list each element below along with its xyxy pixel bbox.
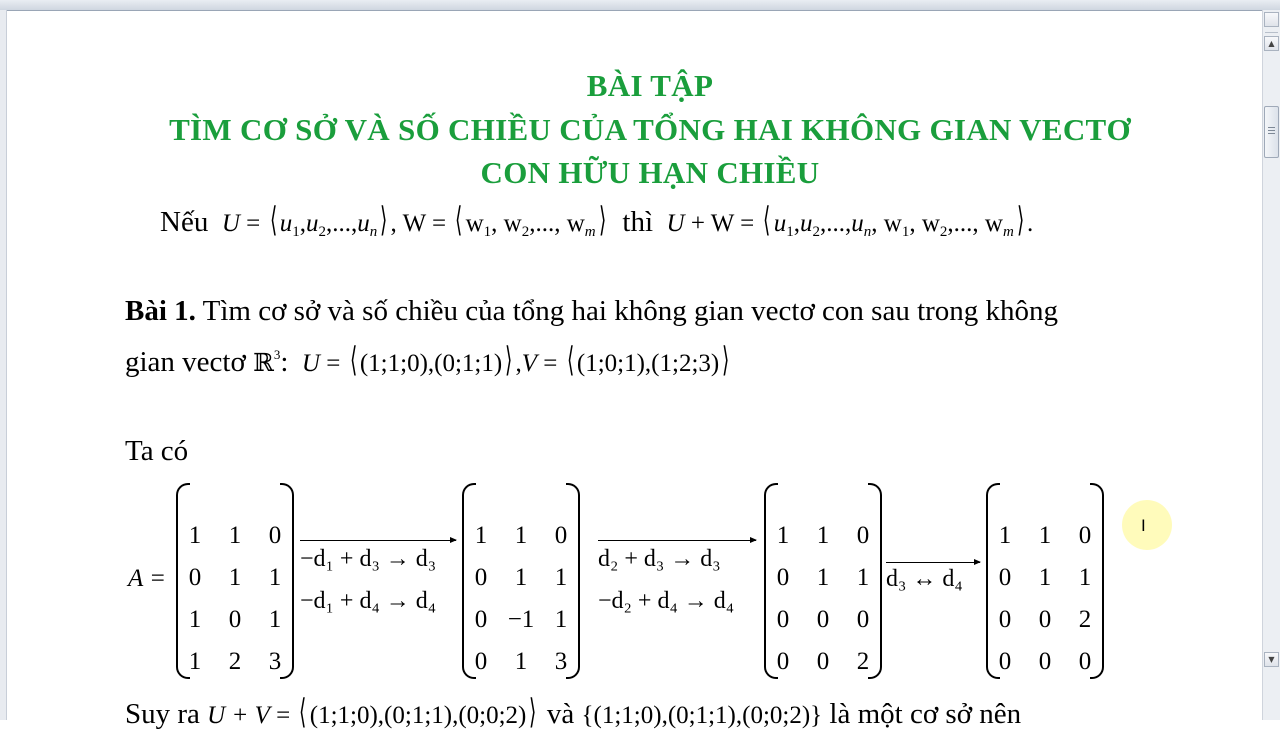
matrix-2-cell: 0 bbox=[474, 606, 488, 633]
matrix-3-cell: 2 bbox=[856, 648, 870, 675]
matrix-3-cell: 0 bbox=[776, 564, 790, 591]
row-op-2a: d₂ + d₃ → d₃ bbox=[598, 546, 721, 572]
matrix-4-cell: 0 bbox=[998, 648, 1012, 675]
matrix-3-cell: 0 bbox=[776, 648, 790, 675]
vertical-scrollbar[interactable] bbox=[1262, 10, 1280, 720]
matrix-4-cell: 2 bbox=[1078, 606, 1092, 633]
matrix-3-cell: 0 bbox=[856, 606, 870, 633]
matrix-4-cell: 0 bbox=[998, 564, 1012, 591]
matrix-1-cell: 1 bbox=[188, 606, 202, 633]
matrix-4-cell: 1 bbox=[1038, 522, 1052, 549]
matrix-a-label: A = bbox=[128, 565, 166, 592]
row-op-2b: −d₂ + d₄ → d₄ bbox=[598, 588, 735, 614]
cursor-highlight bbox=[1122, 500, 1172, 550]
matrix-4-cell: 0 bbox=[1078, 522, 1092, 549]
matrix-1-cell: 1 bbox=[228, 564, 242, 591]
matrix-3-cell: 1 bbox=[816, 522, 830, 549]
matrix-3-cell: 0 bbox=[816, 606, 830, 633]
title-line-1: BÀI TẬP bbox=[586, 68, 714, 103]
window-top-edge bbox=[0, 0, 1280, 11]
matrix-2-cell: 0 bbox=[474, 648, 488, 675]
matrix-1-cell: 1 bbox=[228, 522, 242, 549]
row-op-3: d₃ ↔ d₄ bbox=[886, 566, 963, 592]
matrix-1-cell: 3 bbox=[268, 648, 282, 675]
matrix-2-cell: 1 bbox=[554, 564, 568, 591]
scrollbar-divider bbox=[1265, 32, 1278, 33]
matrix-2-cell: 1 bbox=[514, 564, 528, 591]
matrix-2-cell: 3 bbox=[554, 648, 568, 675]
matrix-3-cell: 0 bbox=[856, 522, 870, 549]
scroll-up-button[interactable] bbox=[1264, 12, 1279, 27]
matrix-4-cell: 1 bbox=[1038, 564, 1052, 591]
matrix-1-cell: 0 bbox=[188, 564, 202, 591]
matrix-2-cell: 1 bbox=[514, 522, 528, 549]
matrix-3-cell: 1 bbox=[776, 522, 790, 549]
matrix-1-cell: 1 bbox=[268, 564, 282, 591]
matrix-2-cell: 0 bbox=[554, 522, 568, 549]
left-margin-bar bbox=[0, 10, 7, 720]
matrix-2-cell: −1 bbox=[507, 606, 535, 633]
matrix-1-cell: 1 bbox=[268, 606, 282, 633]
scroll-thumb[interactable] bbox=[1264, 106, 1279, 158]
row-op-1b: −d₁ + d₄ → d₄ bbox=[300, 588, 437, 614]
matrix-1-cell: 1 bbox=[188, 648, 202, 675]
conclusion-line: Suy ra U + V = ⟨ (1;1;0),(0;1;1),(0;0;2)⟩ và {(1;1;0),(0;1;1),(0;0;2)} là một cơ sở nên bbox=[125, 692, 1022, 732]
matrix-4-cell: 0 bbox=[1038, 648, 1052, 675]
row-op-arrow-2 bbox=[598, 540, 756, 541]
exercise-1-label: Bài 1. bbox=[125, 295, 196, 327]
matrix-1-cell: 2 bbox=[228, 648, 242, 675]
matrix-3-cell: 1 bbox=[816, 564, 830, 591]
matrix-2-cell: 1 bbox=[514, 648, 528, 675]
matrix-1-cell: 0 bbox=[268, 522, 282, 549]
matrix-4-cell: 1 bbox=[998, 522, 1012, 549]
formula-line: Nếu U = ⟨ $u_1,u_2,...,u_n⟩$ , W = ⟨ $w_1$, $w_2$,..., $w_m⟩$ thì U + W = ⟨ $u_1,u_2,...,u_n$, $w_1$, $w_2$,..., $w_m⟩$ . bbox=[160, 200, 1034, 240]
row-op-1a: −d₁ + d₃ → d₃ bbox=[300, 546, 437, 572]
ta-co-text: Ta có bbox=[125, 435, 189, 467]
row-op-arrow-1 bbox=[300, 540, 456, 541]
matrix-3-cell: 0 bbox=[776, 606, 790, 633]
title-line-3: CON HỮU HẠN CHIỀU bbox=[480, 155, 820, 190]
title-line-2: TÌM CƠ SỞ VÀ SỐ CHIỀU CỦA TỔNG HAI KHÔNG GIAN VECTƠ bbox=[169, 112, 1131, 147]
matrix-4-cell: 0 bbox=[998, 606, 1012, 633]
matrix-2-cell: 0 bbox=[474, 564, 488, 591]
matrix-1-cell: 1 bbox=[188, 522, 202, 549]
text-cursor-icon: I bbox=[1141, 516, 1146, 535]
scroll-up-arrow-icon[interactable]: ▲ bbox=[1264, 36, 1279, 51]
matrix-2-cell: 1 bbox=[474, 522, 488, 549]
matrix-3-cell: 0 bbox=[816, 648, 830, 675]
exercise-1-line-2: gian vectơ ℝ$^3$: U = ⟨ (1;1;0),(0;1;1)⟩ ,V = ⟨ (1;0;1),(1;2;3)⟩ bbox=[125, 340, 730, 380]
matrix-4-cell: 0 bbox=[1078, 648, 1092, 675]
exercise-1-line-1: Bài 1. Tìm cơ sở và số chiều của tổng hai không gian vectơ con sau trong không bbox=[125, 295, 1059, 327]
matrix-4-cell: 0 bbox=[1038, 606, 1052, 633]
scroll-down-arrow-icon[interactable]: ▼ bbox=[1264, 652, 1279, 667]
matrix-4-cell: 1 bbox=[1078, 564, 1092, 591]
matrix-2-cell: 1 bbox=[554, 606, 568, 633]
row-op-arrow-3 bbox=[886, 562, 980, 563]
matrix-1-cell: 0 bbox=[228, 606, 242, 633]
matrix-3-cell: 1 bbox=[856, 564, 870, 591]
